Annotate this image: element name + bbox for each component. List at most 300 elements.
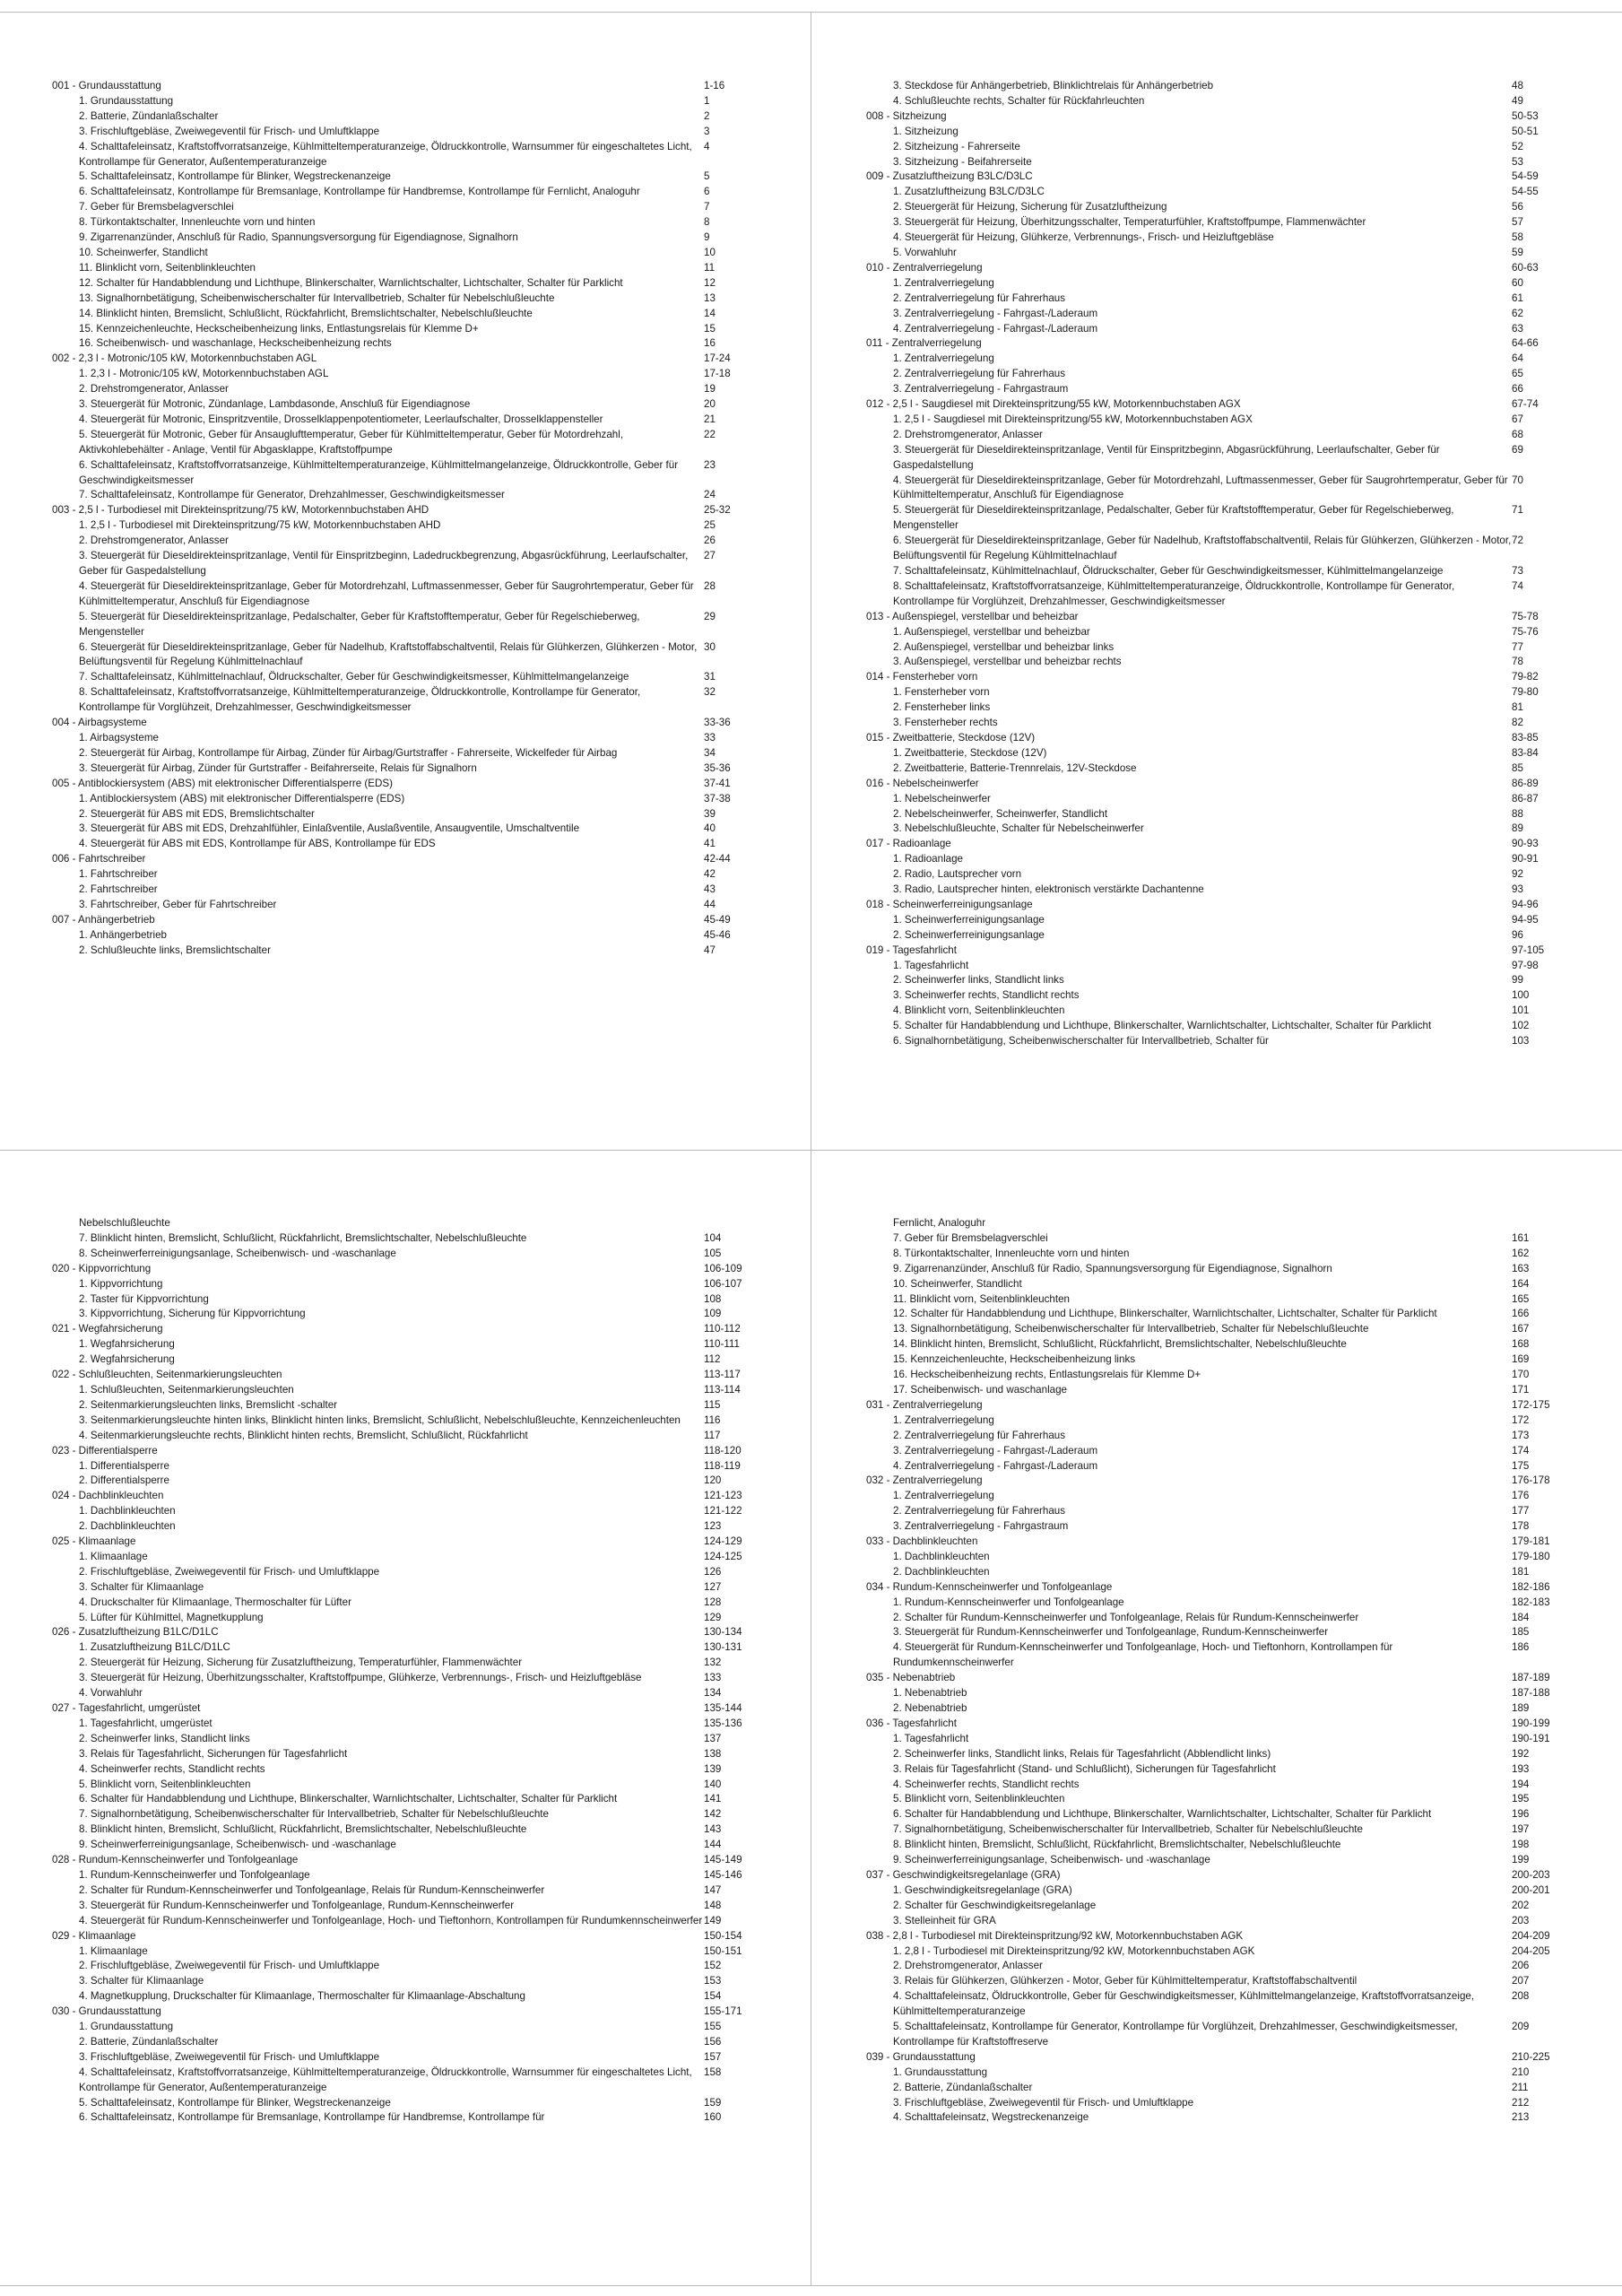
toc-item — [866, 1337, 1591, 1352]
toc-title: 2. Differentialsperre — [79, 1474, 169, 1487]
toc-title: 11. Blinklicht vorn, Seitenblinkleuchten — [79, 261, 256, 274]
toc-page-number: 204-209 — [1512, 1929, 1550, 1942]
toc-title: 3. Zentralverriegelung - Fahrgast-/Laderaum — [893, 1444, 1098, 1457]
toc-title: 1. Nebelscheinwerfer — [893, 792, 991, 804]
toc-page-number: 149 — [704, 1914, 722, 1926]
toc-item — [866, 443, 1591, 474]
toc-page-number: 34 — [704, 746, 716, 759]
toc-page-number: 200-201 — [1512, 1883, 1550, 1896]
toc-page-number: 17-24 — [704, 352, 731, 365]
toc-page-number: 13 — [704, 291, 716, 304]
toc-title: 15. Kennzeichenleuchte, Heckscheibenheizung links — [893, 1353, 1136, 1366]
toc-page-number: 83-85 — [1512, 731, 1539, 744]
toc-item — [866, 807, 1591, 822]
toc-title: 5. Blinklicht vorn, Seitenblinkleuchten — [893, 1793, 1065, 1805]
toc-title: 2. Nebelscheinwerfer, Scheinwerfer, Standlicht — [893, 807, 1108, 820]
toc-page-number: 110-112 — [704, 1323, 741, 1335]
toc-item — [52, 1807, 778, 1822]
toc-section — [866, 109, 1591, 125]
toc-item — [52, 1413, 778, 1429]
toc-item — [52, 1822, 778, 1838]
toc-item — [866, 1352, 1591, 1368]
toc-title: 2. Drehstromgenerator, Anlasser — [79, 535, 229, 547]
toc-item — [866, 246, 1591, 261]
toc-page-number: 8 — [704, 216, 710, 229]
toc-item — [866, 1959, 1591, 1974]
toc-page-number: 126 — [704, 1565, 722, 1578]
toc-title: 2. Steuergerät für ABS mit EDS, Bremslichtschalter — [79, 807, 315, 820]
toc-page-number: 83-84 — [1512, 746, 1539, 759]
toc-title: 3. Außenspiegel, verstellbar und beheizbar rechts — [893, 656, 1122, 668]
toc-title: 3. Steuergerät für Heizung, Überhitzungsschalter, Kraftstoffpumpe, Glühkerze, Verbrennungs-, Frisch- und Heizluftgebläse — [79, 1672, 642, 1684]
toc-page-number: 178 — [1512, 1520, 1530, 1533]
toc-item — [52, 1671, 778, 1686]
toc-page-number: 75-78 — [1512, 610, 1539, 622]
toc-page-number: 139 — [704, 1762, 722, 1775]
toc-section — [866, 336, 1591, 352]
toc-title: 14. Blinklicht hinten, Bremslicht, Schlußlicht, Rückfahrlicht, Bremslichtschalter, Nebelschlußleuchte — [79, 307, 533, 319]
toc-title: 2. Sitzheizung - Fahrerseite — [893, 140, 1020, 152]
toc-page-number: 181 — [1512, 1565, 1530, 1578]
toc-title: 2. Zentralverriegelung für Fahrerhaus — [893, 1429, 1066, 1441]
toc-page-number: 31 — [704, 671, 716, 683]
toc-page-number: 27 — [704, 550, 716, 562]
toc-item — [52, 322, 778, 337]
toc-title: 1. Tagesfahrlicht — [893, 959, 969, 971]
toc-title: 027 - Tagesfahrlicht, umgerüstet — [52, 1702, 201, 1714]
toc-item — [52, 1974, 778, 1989]
toc-page-number: 163 — [1512, 1262, 1530, 1274]
toc-title: 008 - Sitzheizung — [866, 109, 947, 122]
toc-item — [866, 291, 1591, 307]
toc-title: 3. Relais für Tagesfahrlicht (Stand- und Schlußlicht), Sicherungen für Tagesfahrlicht — [893, 1762, 1276, 1775]
toc-item — [866, 1640, 1591, 1671]
toc-item — [52, 610, 778, 640]
toc-page-number: 69 — [1512, 443, 1523, 456]
toc-title: 016 - Nebelscheinwerfer — [866, 777, 979, 789]
toc-page-number: 4 — [704, 140, 710, 152]
toc-item — [866, 79, 1591, 94]
toc-item — [52, 1762, 778, 1778]
toc-item — [52, 230, 778, 246]
toc-item — [866, 716, 1591, 731]
toc-page-number: 104 — [704, 1231, 722, 1244]
toc-title: 2. Nebenabtrieb — [893, 1702, 967, 1714]
toc-title: 1. Zweitbatterie, Steckdose (12V) — [893, 746, 1047, 759]
toc-page-number: 207 — [1512, 1975, 1530, 1987]
toc-page-number: 90-91 — [1512, 853, 1539, 865]
toc-page-number: 141 — [704, 1793, 722, 1805]
toc-title: 10. Scheinwerfer, Standlicht — [893, 1277, 1022, 1290]
toc-title: 4. Steuergerät für Dieseldirekteinspritzanlage, Geber für Motordrehzahl, Luftmassenmesser, Geber für Saugrohrtemperatur, Geber für Kühlmitteltemperatur, Anschluß für Eigendiagnose — [79, 579, 694, 607]
toc-item — [52, 1717, 778, 1732]
toc-title: 032 - Zentralverriegelung — [866, 1474, 983, 1487]
toc-title: 4. Magnetkupplung, Druckschalter für Klimaanlage, Thermoschalter für Klimaanlage-Abschaltung — [79, 1990, 525, 2003]
toc-page-number: 68 — [1512, 428, 1523, 440]
toc-page-number: 100 — [1512, 989, 1530, 1002]
toc-title: 5. Steuergerät für Dieseldirekteinspritzanlage, Pedalschalter, Geber für Kraftstofftemperatur, Geber für Regelschieberweg, Mengensteller — [893, 504, 1454, 532]
toc-title: 3. Schalter für Klimaanlage — [79, 1580, 204, 1593]
toc-item — [52, 215, 778, 230]
toc-item — [866, 746, 1591, 761]
toc-item — [52, 1277, 778, 1292]
toc-page-number: 102 — [1512, 1020, 1530, 1032]
toc-page-number: 209 — [1512, 2021, 1530, 2033]
toc-title: 13. Signalhornbetätigung, Scheibenwischerschalter für Intervallbetrieb, Schalter für Nebelschlußleuchte — [79, 291, 555, 304]
toc-item — [52, 1596, 778, 1611]
toc-item — [52, 1944, 778, 1960]
toc-title: 1. Grundausstattung — [79, 94, 174, 107]
toc-page-number: 116 — [704, 1413, 721, 1426]
toc-page-number: 67 — [1512, 413, 1523, 425]
toc-page-number: 26 — [704, 535, 716, 547]
toc-title: 1. Sitzheizung — [893, 125, 958, 137]
toc-title: 009 - Zusatzluftheizung B3LC/D3LC — [866, 170, 1033, 183]
toc-title: 4. Seitenmarkierungsleuchte rechts, Blinklicht hinten rechts, Bremslicht, Schlußlicht, Rückfahrlicht — [79, 1429, 528, 1441]
toc-title: 2. Zweitbatterie, Batterie-Trennrelais, 12V-Steckdose — [893, 761, 1137, 774]
toc-page-number: 118-120 — [704, 1444, 742, 1457]
toc-page-number: 6 — [704, 186, 710, 198]
toc-title: 16. Scheibenwisch- und waschanlage, Heckscheibenheizung rechts — [79, 337, 392, 350]
toc-page-number: 89 — [1512, 822, 1523, 835]
toc-page-number: 39 — [704, 807, 716, 820]
toc-page-number: 158 — [704, 2066, 722, 2078]
toc-title: 3. Frischluftgebläse, Zweiwegeventil für Frisch- und Umluftklappe — [79, 125, 380, 137]
toc-title: 031 - Zentralverriegelung — [866, 1398, 983, 1411]
toc-section — [52, 1489, 778, 1504]
toc-item — [52, 1914, 778, 1929]
toc-page-number: 45-49 — [704, 913, 731, 926]
toc-title: 1. Tagesfahrlicht, umgerüstet — [79, 1717, 213, 1729]
toc-item — [52, 2096, 778, 2111]
toc-item — [52, 1216, 778, 1231]
toc-item — [52, 1292, 778, 1308]
toc-title: 2. Scheinwerfer links, Standlicht links — [893, 974, 1064, 987]
toc-title: 4. Druckschalter für Klimaanlage, Thermoschalter für Lüfter — [79, 1596, 351, 1608]
toc-page-number: 97-98 — [1512, 959, 1539, 971]
toc-page-number: 14 — [704, 307, 716, 319]
toc-section — [52, 1535, 778, 1550]
toc-title: 3. Steuergerät für Dieseldirekteinspritzanlage, Ventil für Einspritzbeginn, Abgasrückführung, Leerlaufschalter, Geber für Gaspedalstellung — [893, 443, 1440, 471]
toc-item — [866, 1459, 1591, 1474]
toc-item — [52, 1580, 778, 1596]
toc-item — [866, 1625, 1591, 1640]
toc-title: 2. Frischluftgebläse, Zweiwegeventil für Frisch- und Umluftklappe — [79, 1565, 380, 1578]
toc-page-number: 189 — [1512, 1702, 1530, 1714]
toc-title: 038 - 2,8 l - Turbodiesel mit Direkteinspritzung/92 kW, Motorkennbuchstaben AGK — [866, 1929, 1244, 1942]
toc-page-number: 20 — [704, 398, 716, 411]
toc-page-number: 202 — [1512, 1899, 1530, 1911]
toc-title: 015 - Zweitbatterie, Steckdose (12V) — [866, 731, 1036, 744]
toc-title: 2. Fahrtschreiber — [79, 883, 158, 896]
toc-page-number: 73 — [1512, 565, 1523, 577]
toc-title: 4. Schalttafeleinsatz, Wegstreckenanzeige — [893, 2111, 1089, 2124]
toc-title: 2. Zentralverriegelung für Fahrerhaus — [893, 1505, 1066, 1518]
toc-page-number: 161 — [1512, 1231, 1530, 1244]
toc-item — [866, 1277, 1591, 1292]
toc-page-number: 60 — [1512, 276, 1523, 289]
toc-item — [52, 867, 778, 883]
toc-page-number: 35-36 — [704, 761, 731, 774]
toc-title: 005 - Antiblockiersystem (ABS) mit elektronischer Differentialsperre (EDS) — [52, 777, 393, 789]
toc-title: 1. Zentralverriegelung — [893, 352, 994, 365]
toc-page-number: 67-74 — [1512, 398, 1539, 411]
toc-item — [52, 458, 778, 489]
toc-page-number: 23 — [704, 458, 716, 471]
toc-title: 7. Geber für Bremsbelagverschleі — [79, 201, 234, 213]
toc-page-number: 170 — [1512, 1369, 1530, 1381]
toc-item — [52, 413, 778, 428]
toc-title: 3. Seitenmarkierungsleuchte hinten links, Blinklicht hinten links, Bremslicht, Schlußlicht, Nebelschlußleuchte, Kennzeichenleuchten — [79, 1413, 681, 1426]
toc-item — [866, 988, 1591, 1004]
toc-page-number: 168 — [1512, 1338, 1530, 1351]
toc-item — [52, 2035, 778, 2050]
toc-item — [866, 1034, 1591, 1049]
toc-title: 024 - Dachblinkleuchten — [52, 1490, 164, 1502]
toc-page-number: 29 — [704, 610, 716, 622]
toc-page-number: 198 — [1512, 1839, 1530, 1851]
toc-item — [866, 1489, 1591, 1504]
toc-section — [52, 716, 778, 731]
toc-title: 9. Zigarrenanzünder, Anschluß für Radio, Spannungsversorgung für Eigendiagnose, Signalhorn — [79, 231, 518, 244]
toc-title: 2. Seitenmarkierungsleuchten links, Bremslicht -schalter — [79, 1398, 338, 1411]
toc-item — [52, 1656, 778, 1671]
toc-item — [866, 185, 1591, 200]
toc-title: 1. Zentralverriegelung — [893, 1413, 994, 1426]
toc-section — [52, 79, 778, 94]
toc-page-number: 185 — [1512, 1626, 1530, 1639]
toc-item — [52, 367, 778, 382]
toc-page-number: 208 — [1512, 1990, 1530, 2003]
toc-page-number: 15 — [704, 322, 716, 335]
toc-page-number: 64 — [1512, 352, 1523, 365]
toc-title: 5. Vorwahluhr — [893, 246, 957, 258]
toc-page-number: 72 — [1512, 535, 1523, 547]
toc-item — [866, 1853, 1591, 1868]
toc-page-number: 17-18 — [704, 368, 731, 380]
toc-item — [866, 1686, 1591, 1701]
toc-item — [52, 1504, 778, 1519]
toc-title: 5. Steuergerät für Motronic, Geber für Ansauglufttemperatur, Geber für Kühlmitteltemperatur, Geber für Motordrehzahl, Aktivkohlebehälter - Anlage, Ventil für Abgasklappe, Kraftstoffpumpe — [79, 428, 624, 456]
toc-title: 3. Sitzheizung - Beifahrerseite — [893, 155, 1032, 168]
toc-item — [52, 1792, 778, 1807]
toc-title: 7. Signalhornbetätigung, Scheibenwischerschalter für Intervallbetrieb, Schalter für Nebelschlußleuchte — [893, 1823, 1363, 1836]
toc-title: 2. Schalter für Rundum-Kennscheinwerfer und Tonfolgeanlage, Relais für Rundum-Kennscheinwerfer — [79, 1883, 545, 1896]
toc-title: 2. Steuergerät für Heizung, Sicherung für Zusatzluftheizung — [893, 201, 1167, 213]
toc-title: 1. Wegfahrsicherung — [79, 1338, 175, 1351]
toc-item — [52, 428, 778, 458]
toc-page-number: 194 — [1512, 1778, 1530, 1790]
toc-page-number: 82 — [1512, 717, 1523, 729]
toc-page-number: 88 — [1512, 807, 1523, 820]
toc-item — [866, 1307, 1591, 1322]
toc-item — [52, 928, 778, 944]
toc-item — [866, 1322, 1591, 1337]
toc-item — [52, 579, 778, 610]
toc-title: 3. Steuergerät für Heizung, Überhitzungsschalter, Temperaturfühler, Kraftstoffpumpe, Flammenwächter — [893, 216, 1366, 229]
toc-page-number: 65 — [1512, 368, 1523, 380]
toc-item — [52, 1778, 778, 1793]
toc-item — [866, 1383, 1591, 1398]
toc-title: 1. Dachblinkleuchten — [79, 1505, 176, 1518]
toc-item — [52, 1640, 778, 1656]
toc-title: 3. Steuergerät für Rundum-Kennscheinwerfer und Tonfolgeanlage, Rundum-Kennscheinwerfer — [79, 1899, 515, 1911]
toc-page-number: 186 — [1512, 1641, 1530, 1654]
toc-title: 3. Steuergerät für ABS mit EDS, Drehzahlfühler, Einlaßventile, Auslaßventile, Ansaugventile, Umschaltventile — [79, 822, 580, 835]
toc-item — [866, 1762, 1591, 1778]
toc-title: 9. Scheinwerferreinigungsanlage, Scheibenwisch- und -waschanlage — [893, 1854, 1210, 1866]
toc-item — [866, 1974, 1591, 1989]
toc-item — [52, 1383, 778, 1398]
toc-page-number: 93 — [1512, 883, 1523, 896]
toc-title: 1. Nebenabtrieb — [893, 1687, 967, 1700]
toc-title: 2. Fensterheber links — [893, 701, 991, 714]
toc-page-number: 130-134 — [704, 1626, 742, 1639]
toc-page-number: 138 — [704, 1747, 722, 1760]
toc-page-number: 134 — [704, 1687, 722, 1700]
toc-item — [52, 2020, 778, 2035]
toc-section — [866, 261, 1591, 276]
toc-page-number: 133 — [704, 1672, 722, 1684]
toc-item — [866, 1550, 1591, 1565]
toc-page-number: 42-44 — [704, 853, 731, 865]
toc-page-number: 155 — [704, 2021, 722, 2033]
toc-item — [52, 291, 778, 307]
toc-section — [52, 1368, 778, 1383]
toc-title: 034 - Rundum-Kennscheinwerfer und Tonfolgeanlage — [866, 1580, 1113, 1593]
toc-page-number: 71 — [1512, 504, 1523, 517]
toc-item — [52, 731, 778, 746]
toc-page-number: 206 — [1512, 1960, 1530, 1972]
toc-item — [866, 382, 1591, 397]
toc-title: 1. Klimaanlage — [79, 1550, 148, 1562]
toc-section — [52, 1625, 778, 1640]
toc-title: 3. Fahrtschreiber, Geber für Fahrtschreiber — [79, 898, 277, 910]
toc-title: 1. 2,8 l - Turbodiesel mit Direkteinspritzung/92 kW, Motorkennbuchstaben AGK — [893, 1944, 1255, 1957]
toc-title: 1. Rundum-Kennscheinwerfer und Tonfolgeanlage — [893, 1596, 1124, 1608]
toc-item — [866, 1004, 1591, 1019]
toc-item — [866, 1914, 1591, 1929]
toc-page-number: 11 — [704, 261, 716, 274]
toc-title: 4. Steuergerät für Motronic, Einspritzventile, Drosselklappenpotentiometer, Leerlaufschalter, Drosselklappensteller — [79, 413, 603, 425]
toc-item — [866, 1292, 1591, 1308]
toc-title: 6. Steuergerät für Dieseldirekteinspritzanlage, Geber für Nadelhub, Kraftstoffabschaltventil, Relais für Glühkerzen, Glühkerzen - Motor, Belüftungsventil für Regelung Kühlmittelnachlauf — [893, 535, 1512, 562]
toc-page-number: 52 — [1512, 140, 1523, 152]
toc-item — [866, 276, 1591, 291]
toc-title: 1. Zusatzluftheizung B1LC/D1LC — [79, 1641, 230, 1654]
toc-title: 1. 2,3 l - Motronic/105 kW, Motorkennbuchstaben AGL — [79, 368, 329, 380]
toc-item — [52, 1611, 778, 1626]
toc-page-number: 147 — [704, 1883, 722, 1896]
toc-item — [52, 488, 778, 503]
toc-page-number: 159 — [704, 2096, 722, 2109]
toc-section — [52, 503, 778, 518]
toc-title: 004 - Airbagsysteme — [52, 717, 147, 729]
toc-item — [866, 1444, 1591, 1459]
toc-item — [52, 1899, 778, 1914]
toc-title: 4. Steuergerät für Rundum-Kennscheinwerfer und Tonfolgeanlage, Hoch- und Tieftonhorn, Kontrollampen für Rundumkennscheinwerfer — [893, 1641, 1393, 1669]
toc-page-number: 140 — [704, 1778, 722, 1790]
toc-page-number: 32 — [704, 686, 716, 699]
toc-page-number: 210-225 — [1512, 2050, 1550, 2063]
toc-title: 16. Heckscheibenheizung rechts, Entlastungsrelais für Klemme D+ — [893, 1369, 1201, 1381]
toc-page-number: 162 — [1512, 1247, 1530, 1259]
toc-title: 5. Schalttafeleinsatz, Kontrollampe für Generator, Kontrollampe für Vorglühzeit, Drehzahlmesser, Geschwindigkeitsmesser, Kontrollampe für Kraftstoffreserve — [893, 2021, 1458, 2048]
toc-title: 7. Signalhornbetätigung, Scheibenwischerschalter für Intervallbetrieb, Schalter für Nebelschlußleuchte — [79, 1808, 549, 1821]
toc-page-3 — [52, 1216, 778, 2126]
toc-title: 1. Außenspiegel, verstellbar und beheizbar — [893, 625, 1090, 638]
toc-page-number: 128 — [704, 1596, 722, 1608]
toc-item — [866, 761, 1591, 777]
toc-item — [866, 625, 1591, 640]
toc-title: 2. Batterie, Zündanlaßschalter — [79, 109, 219, 122]
toc-title: 15. Kennzeichenleuchte, Heckscheibenheizung links, Entlastungsrelais für Klemme D+ — [79, 322, 479, 335]
toc-page-number: 203 — [1512, 1914, 1530, 1926]
toc-page-number: 164 — [1512, 1277, 1530, 1290]
toc-item — [866, 2020, 1591, 2050]
toc-page-number: 154 — [704, 1990, 722, 2003]
toc-item — [52, 1519, 778, 1535]
toc-title: 9. Zigarrenanzünder, Anschluß für Radio, Spannungsversorgung für Eigendiagnose, Signalhorn — [893, 1262, 1332, 1274]
toc-page-number: 176-178 — [1512, 1474, 1550, 1487]
toc-page-number: 190-191 — [1512, 1732, 1550, 1744]
toc-title: 6. Signalhornbetätigung, Scheibenwischerschalter für Intervallbetrieb, Schalter für — [893, 1035, 1269, 1048]
toc-title: 6. Schalttafeleinsatz, Kraftstoffvorratsanzeige, Kühlmitteltemperaturanzeige, Kühlmittelmangelanzeige, Öldruckkontrolle, Geber für Geschwindigkeitsmesser — [79, 458, 679, 486]
toc-item — [866, 1596, 1591, 1611]
toc-section — [866, 837, 1591, 852]
toc-section — [866, 1398, 1591, 1413]
toc-title: 5. Lüfter für Kühlmittel, Magnetkupplung — [79, 1611, 264, 1623]
toc-page-number: 53 — [1512, 155, 1523, 168]
toc-title: 013 - Außenspiegel, verstellbar und beheizbar — [866, 610, 1079, 622]
toc-page-number: 150-154 — [704, 1929, 742, 1942]
toc-title: 4. Steuergerät für Rundum-Kennscheinwerfer und Tonfolgeanlage, Hoch- und Tieftonhorn, Kontrollampen für Rundumkennscheinwerfer — [79, 1914, 703, 1926]
toc-item — [52, 397, 778, 413]
toc-page-number: 33 — [704, 731, 716, 744]
toc-title: 007 - Anhängerbetrieb — [52, 913, 155, 926]
toc-page-2 — [866, 79, 1591, 1049]
toc-item — [866, 792, 1591, 807]
toc-page-number: 212 — [1512, 2096, 1530, 2109]
toc-page-number: 187-189 — [1512, 1672, 1550, 1684]
toc-page-number: 135-136 — [704, 1717, 742, 1729]
toc-item — [866, 822, 1591, 837]
toc-item — [52, 1398, 778, 1413]
toc-page-number: 10 — [704, 246, 716, 258]
toc-title: 6. Schalter für Handabblendung und Lichthupe, Blinkerschalter, Warnlichtschalter, Lichtschalter, Schalter für Parklicht — [79, 1793, 618, 1805]
toc-page-number: 166 — [1512, 1308, 1530, 1320]
toc-item — [866, 1792, 1591, 1807]
toc-title: 037 - Geschwindigkeitsregelanlage (GRA) — [866, 1868, 1061, 1881]
toc-item — [52, 1459, 778, 1474]
toc-page-number: 42 — [704, 868, 716, 881]
toc-page-number: 129 — [704, 1611, 722, 1623]
toc-title: 3. Nebelschlußleuchte, Schalter für Nebelscheinwerfer — [893, 822, 1144, 835]
toc-page-number: 117 — [704, 1429, 721, 1441]
toc-page-number: 210 — [1512, 2066, 1530, 2078]
toc-page-number: 22 — [704, 428, 716, 440]
toc-page-number: 132 — [704, 1657, 722, 1669]
toc-item — [52, 807, 778, 822]
toc-title: 3. Frischluftgebläse, Zweiwegeventil für Frisch- und Umluftklappe — [893, 2096, 1194, 2109]
toc-title: Fernlicht, Analoguhr — [893, 1217, 986, 1229]
toc-item — [52, 883, 778, 898]
toc-item — [866, 1944, 1591, 1960]
toc-page-number: 56 — [1512, 201, 1523, 213]
toc-page-number: 177 — [1512, 1505, 1530, 1518]
toc-title: 12. Schalter für Handabblendung und Lichthupe, Blinkerschalter, Warnlichtschalter, Lichtschalter, Schalter für Parklicht — [79, 276, 623, 289]
toc-page-number: 175 — [1512, 1459, 1530, 1472]
